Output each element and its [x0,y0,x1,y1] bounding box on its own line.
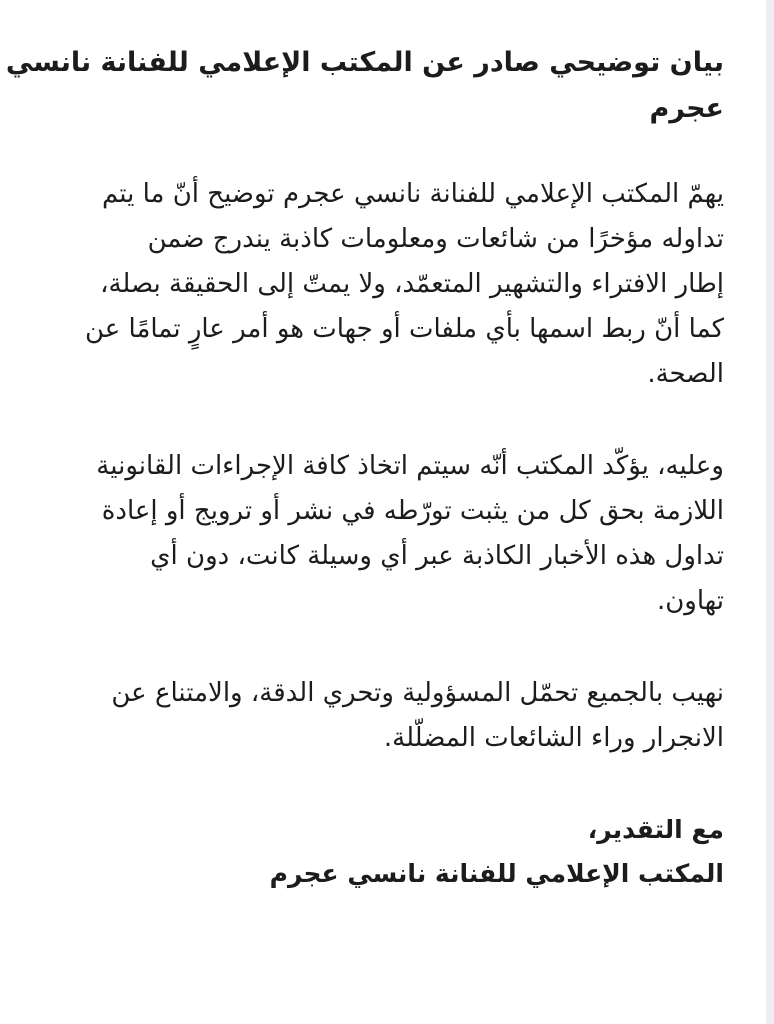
paragraph-line: كما أنّ ربط اسمها بأي ملفات أو جهات هو أمر عارٍ تمامًا عن [84,314,724,344]
paragraph-line: وعليه، يؤكّد المكتب أنّه سيتم اتخاذ كافة الإجراءات القانونية [96,451,724,481]
scrollbar-track[interactable] [766,0,774,1024]
paragraph-line: الانجرار وراء الشائعات المضلّلة. [383,723,724,753]
paragraph-line: يهمّ المكتب الإعلامي للفنانة نانسي عجرم توضيح أنّ ما يتم [101,179,724,209]
statement-body [5,40,724,896]
statement-closing [52,808,724,896]
paragraph-line: تهاون. [656,586,724,616]
paragraph-clarification [52,172,724,397]
paragraph-appeal [52,671,724,761]
statement-title-line-1: بيان توضيحي صادر عن المكتب الإعلامي للفنانة نانسي [5,47,724,78]
paragraph-line: تداوله مؤخرًا من شائعات ومعلومات كاذبة يندرج ضمن [147,224,724,254]
paragraph-line: إطار الافتراء والتشهير المتعمّد، ولا يمتّ إلى الحقيقة بصلة، [100,269,724,299]
paragraph-line: تداول هذه الأخبار الكاذبة عبر أي وسيلة كانت، دون أي [150,541,724,571]
statement-title [5,40,724,132]
closing-regards: مع التقدير، [587,815,724,844]
paragraph-line: نهيب بالجميع تحمّل المسؤولية وتحري الدقة، والامتناع عن [111,678,724,708]
paragraph-line: الصحة. [647,359,724,389]
paragraph-line: اللازمة بحق كل من يثبت تورّطه في نشر أو ترويج أو إعادة [101,496,724,526]
paragraph-legal-action [52,444,724,624]
statement-title-line-2: عجرم [649,93,724,124]
closing-signature: المكتب الإعلامي للفنانة نانسي عجرم [269,859,724,888]
